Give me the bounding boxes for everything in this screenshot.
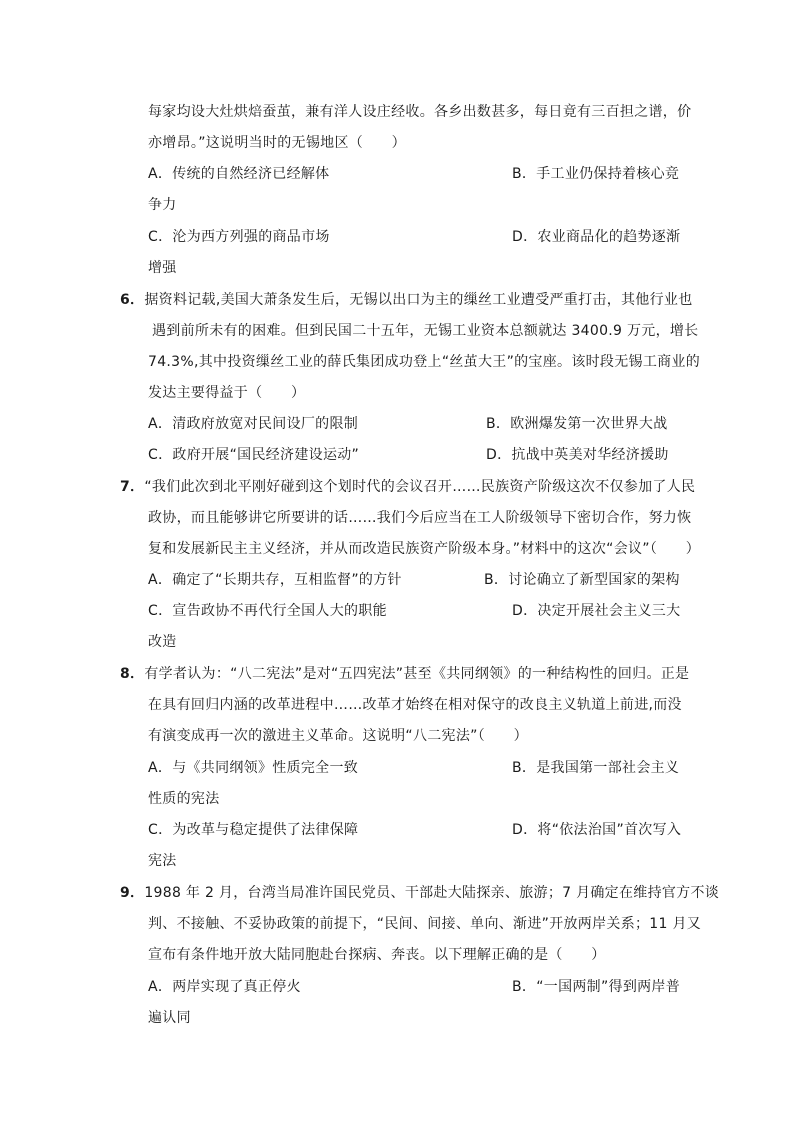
option-d-text: 农业商品化的趋势逐渐 bbox=[537, 229, 681, 245]
option-c-text: 为改革与稳定提供了法律保障 bbox=[172, 822, 359, 838]
question-9-stem-line-1 bbox=[120, 883, 719, 903]
question-8-option-c[interactable] bbox=[148, 820, 358, 840]
option-c-text: 宣告政协不再代行全国人大的职能 bbox=[172, 603, 387, 619]
option-d-text: 抗战中英美对华经济援助 bbox=[511, 447, 669, 463]
option-c-label: C． bbox=[148, 822, 173, 838]
option-a-text: 传统的自然经济已经解体 bbox=[172, 166, 330, 182]
question-6-stem-line-4: 发达主要得益于（ ） bbox=[148, 385, 306, 401]
option-c-label: C． bbox=[148, 229, 173, 245]
question-5-option-b-continued: 争力 bbox=[148, 197, 177, 213]
question-7-option-c[interactable] bbox=[148, 601, 387, 621]
question-8-option-d-continued: 宪法 bbox=[148, 853, 177, 869]
question-8-stem-line-2: 在具有回归内涵的改革进程中……改革才始终在相对保守的改良主义轨道上前进,而没 bbox=[148, 697, 682, 713]
option-a-label: A． bbox=[148, 416, 173, 432]
question-7-option-d[interactable] bbox=[512, 601, 680, 621]
option-c-label: C． bbox=[148, 447, 173, 463]
option-a-text: 与《共同纲领》性质完全一致 bbox=[172, 760, 359, 776]
question-5-option-a[interactable] bbox=[148, 164, 330, 184]
question-8-stem-line-1 bbox=[120, 664, 689, 684]
question-5-stem-line-1: 每家均设大灶烘焙蚕茧，兼有洋人设庄经收。各乡出数甚多，每日竟有三百担之谱，价 bbox=[148, 104, 692, 120]
question-6-option-d[interactable] bbox=[486, 445, 669, 465]
option-d-label: D． bbox=[512, 603, 538, 619]
question-6-option-a[interactable] bbox=[148, 414, 358, 434]
question-8-stem-text-1: 有学者认为：“八二宪法”是对“五四宪法”甚至《共同纲领》的一种结构性的回归。正是 bbox=[144, 666, 690, 682]
option-d-label: D． bbox=[512, 229, 538, 245]
option-b-text: 欧洲爆发第一次世界大战 bbox=[510, 416, 668, 432]
option-b-label: B． bbox=[486, 416, 511, 432]
option-d-text: 决定开展社会主义三大 bbox=[537, 603, 681, 619]
question-7-option-d-continued: 改造 bbox=[148, 634, 177, 650]
question-8-option-d[interactable] bbox=[512, 820, 681, 840]
question-9-option-b[interactable] bbox=[512, 977, 680, 997]
question-5-option-c[interactable] bbox=[148, 227, 330, 247]
question-5-stem-line-2: 亦增昂。”这说明当时的无锡地区（ ） bbox=[148, 135, 406, 151]
option-b-label: B． bbox=[512, 166, 537, 182]
question-7-stem-text-1: “我们此次到北平刚好碰到这个划时代的会议召开……民族资产阶级这次不仅参加了人民 bbox=[144, 479, 696, 495]
option-a-label: A． bbox=[148, 760, 173, 776]
question-8-option-b-continued: 性质的宪法 bbox=[148, 791, 220, 807]
option-b-text: 是我国第一部社会主义 bbox=[536, 760, 680, 776]
question-9-option-b-continued: 遍认同 bbox=[148, 1010, 191, 1026]
option-d-label: D． bbox=[486, 447, 512, 463]
question-9-option-a[interactable] bbox=[148, 977, 301, 997]
question-7-number: 7． bbox=[120, 479, 145, 495]
option-b-text: 手工业仍保持着核心竞 bbox=[536, 166, 680, 182]
option-a-text: 确定了“长期共存，互相监督”的方针 bbox=[172, 572, 402, 588]
question-6-option-c[interactable] bbox=[148, 445, 359, 465]
option-c-text: 政府开展“国民经济建设运动” bbox=[172, 447, 360, 463]
question-9-stem-line-3: 宣布有条件地开放大陆同胞赴台探病、奔丧。以下理解正确的是（ ） bbox=[148, 947, 606, 963]
question-7-stem-line-2: 政协，而且能够讲它所要讲的话……我们今后应当在工人阶级领导下密切合作，努力恢 bbox=[148, 510, 692, 526]
question-6-stem-line-2: 遇到前所未有的困难。但到民国二十五年，无锡工业资本总额就达 3400.9 万元，增长 bbox=[152, 323, 699, 339]
question-6-stem-text-1: 据资料记载,美国大萧条发生后，无锡以出口为主的缫丝工业遭受严重打击，其他行业也 bbox=[144, 292, 693, 308]
question-5-option-b[interactable] bbox=[512, 164, 679, 184]
question-8-number: 8． bbox=[120, 666, 145, 682]
question-8-stem-line-3: 有演变成再一次的激进主义革命。这说明“八二宪法”（ ） bbox=[148, 728, 528, 744]
option-b-label: B． bbox=[512, 979, 537, 995]
option-b-label: B． bbox=[484, 572, 509, 588]
question-9-number: 9． bbox=[120, 885, 145, 901]
option-b-text: “一国两制”得到两岸普 bbox=[536, 979, 681, 995]
option-a-label: A． bbox=[148, 979, 173, 995]
question-8-option-b[interactable] bbox=[512, 758, 679, 778]
option-a-label: A． bbox=[148, 166, 173, 182]
question-9-stem-line-2: 判、不接触、不妥协政策的前提下，“民间、间接、单向、渐进”开放两岸关系；11 月又 bbox=[148, 916, 702, 932]
question-7-option-a[interactable] bbox=[148, 570, 402, 590]
option-b-label: B． bbox=[512, 760, 537, 776]
question-8-option-a[interactable] bbox=[148, 758, 358, 778]
question-6-stem-line-3: 74.3%,其中投资缫丝工业的薛氏集团成功登上“丝茧大王”的宝座。该时段无锡工商业的 bbox=[148, 354, 701, 370]
question-7-option-b[interactable] bbox=[484, 570, 680, 590]
question-5-option-d-continued: 增强 bbox=[148, 260, 177, 276]
option-d-label: D． bbox=[512, 822, 538, 838]
question-6-stem-line-1 bbox=[120, 290, 693, 310]
question-5-option-d[interactable] bbox=[512, 227, 680, 247]
option-a-label: A． bbox=[148, 572, 173, 588]
option-c-label: C． bbox=[148, 603, 173, 619]
option-a-text: 两岸实现了真正停火 bbox=[172, 979, 301, 995]
option-b-text: 讨论确立了新型国家的架构 bbox=[508, 572, 680, 588]
option-a-text: 清政府放宽对民间设厂的限制 bbox=[172, 416, 359, 432]
question-7-stem-line-1 bbox=[120, 477, 695, 497]
question-9-stem-text-1: 1988 年 2 月，台湾当局准许国民党员、干部赴大陆探亲、旅游；7 月确定在维持官方不谈 bbox=[144, 885, 720, 901]
question-7-stem-line-3: 复和发展新民主主义经济，并从而改造民族资产阶级本身。”材料中的这次“会议”（ ） bbox=[148, 541, 701, 557]
option-d-text: 将“依法治国”首次写入 bbox=[537, 822, 682, 838]
question-6-number: 6． bbox=[120, 292, 145, 308]
question-6-option-b[interactable] bbox=[486, 414, 668, 434]
option-c-text: 沦为西方列强的商品市场 bbox=[172, 229, 330, 245]
